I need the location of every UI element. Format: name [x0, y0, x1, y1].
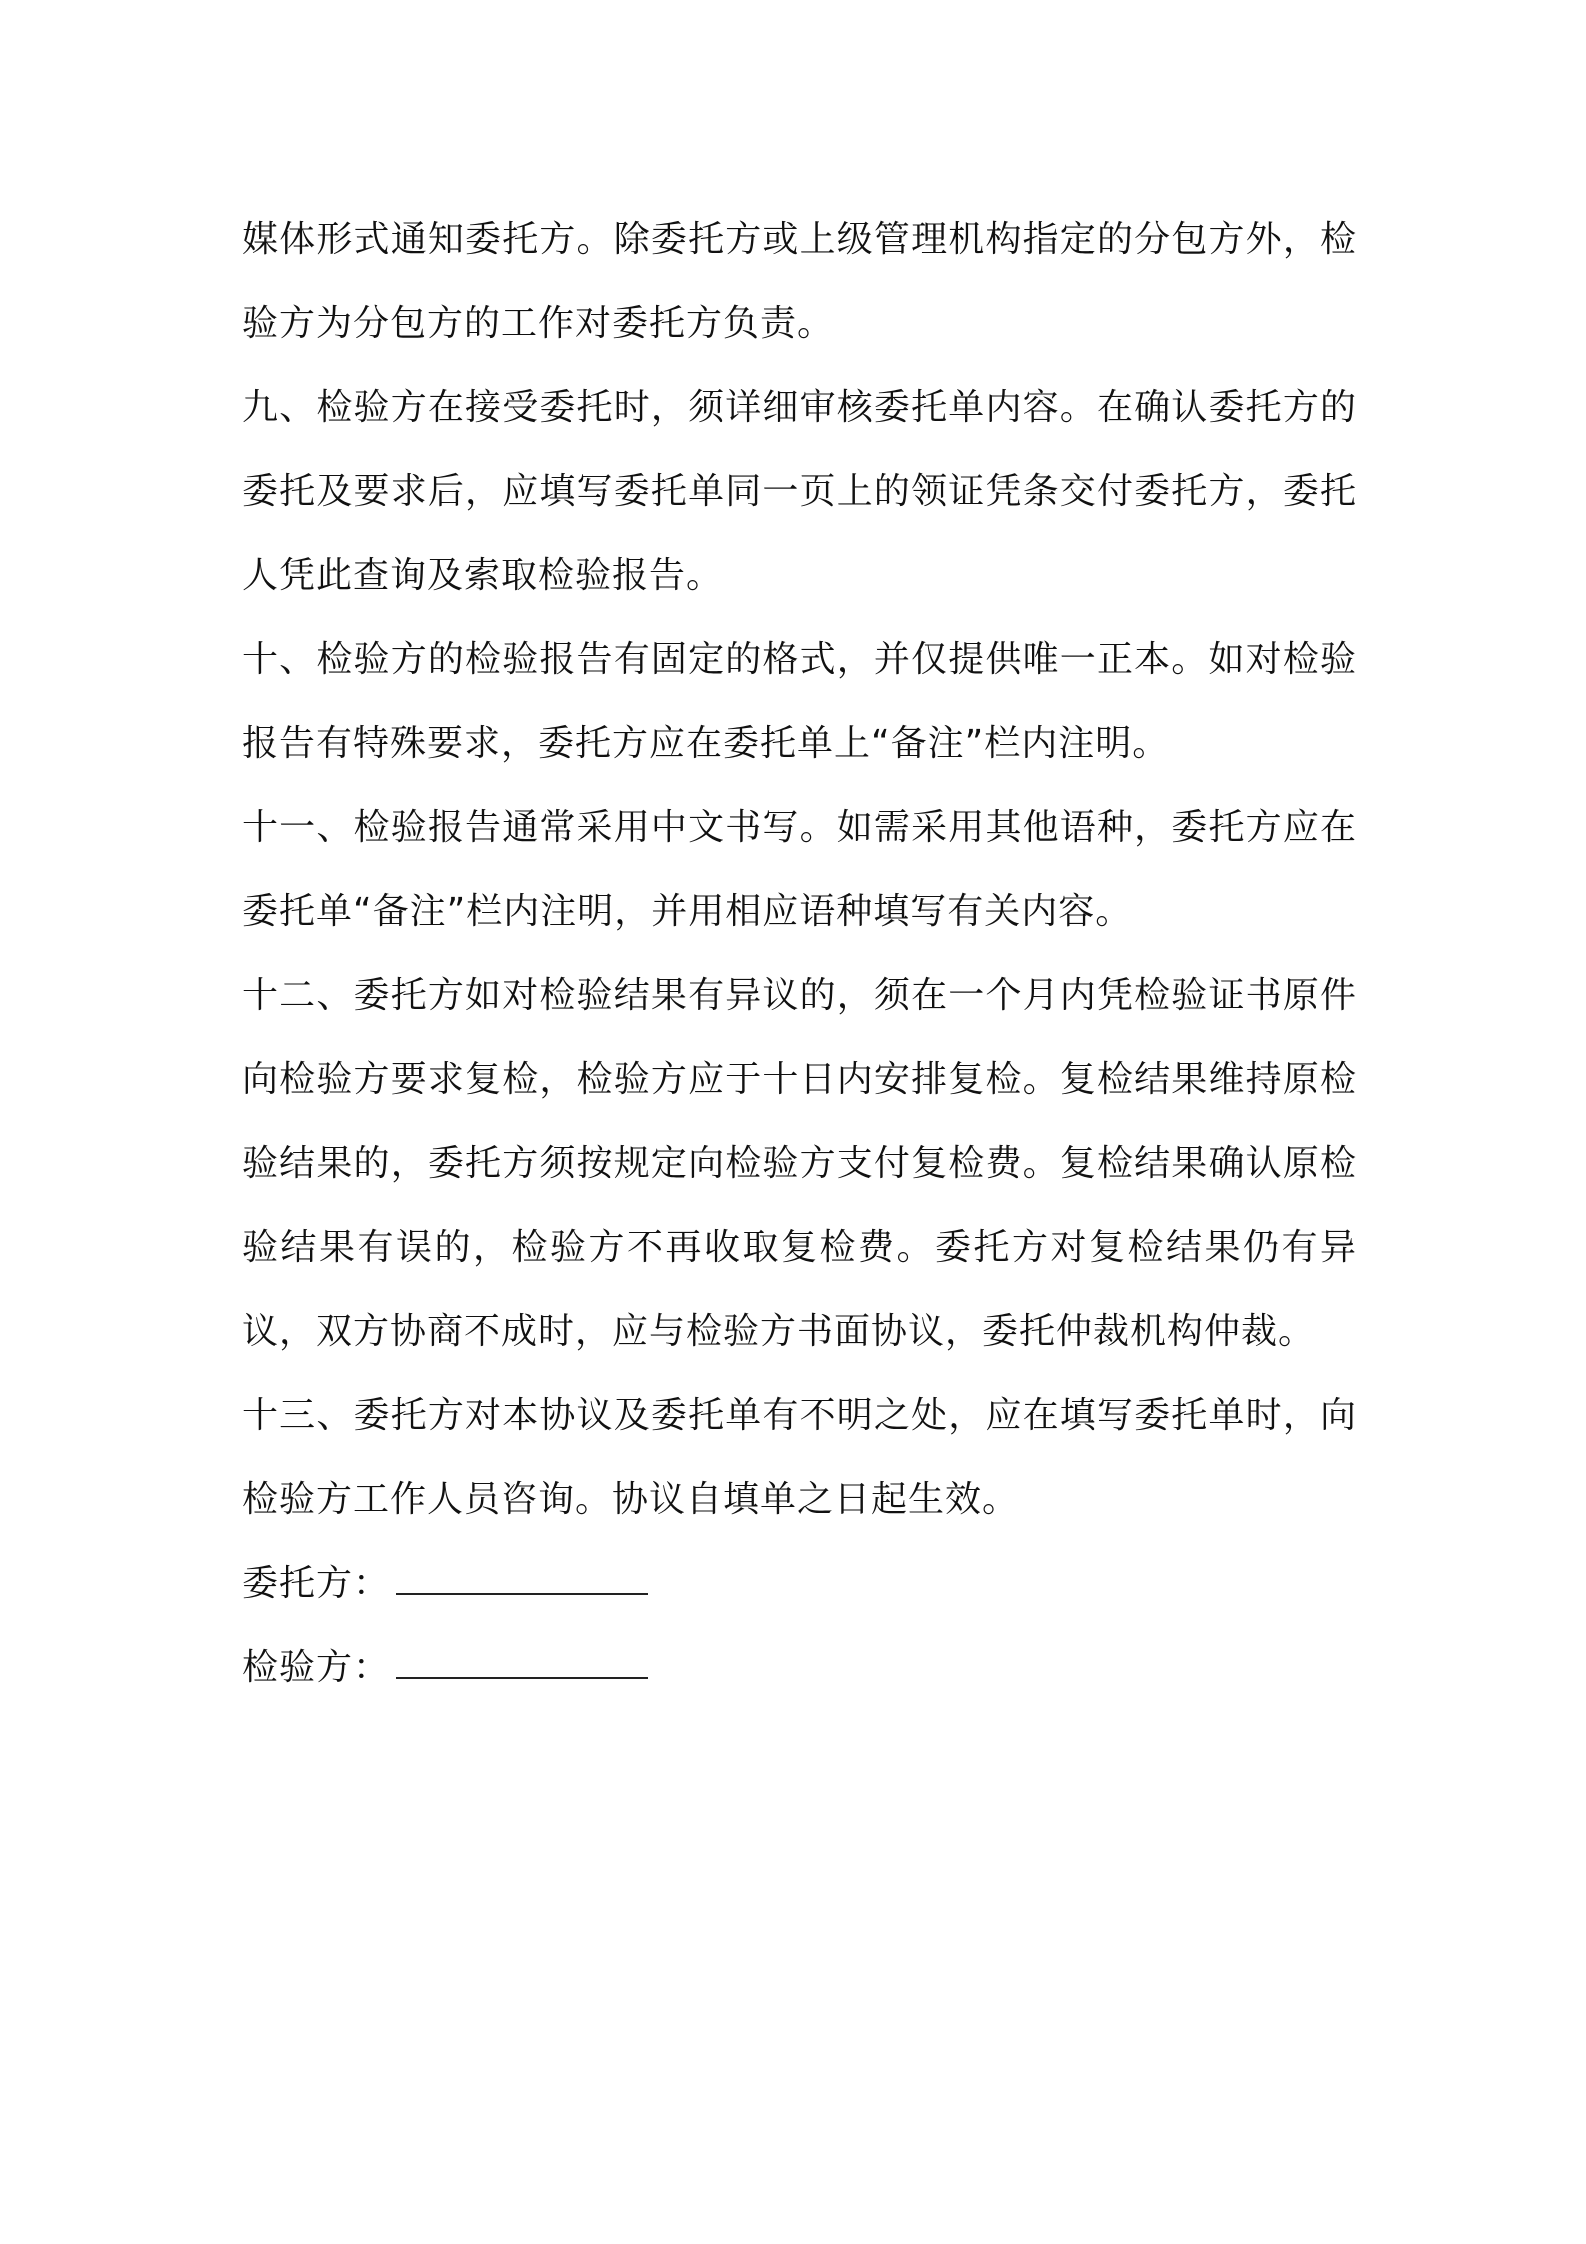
paragraph-clause-10: 十、检验方的检验报告有固定的格式，并仅提供唯一正本。如对检验报告有特殊要求，委托方应在委托单上“备注”栏内注明。 [242, 639, 1357, 764]
client-signature-line [242, 1542, 1357, 1626]
client-signature-blank [396, 1553, 648, 1595]
inspector-signature-blank [396, 1637, 648, 1679]
inspector-signature-label: 检验方： [242, 1647, 391, 1688]
document-body [242, 198, 1357, 1710]
paragraph-subcontract: 媒体形式通知委托方。除委托方或上级管理机构指定的分包方外，检验方为分包方的工作对委托方负责。 [242, 219, 1357, 344]
inspector-signature-line [242, 1626, 1357, 1710]
client-signature-label: 委托方： [242, 1563, 391, 1604]
paragraph-clause-11: 十一、检验报告通常采用中文书写。如需采用其他语种，委托方应在委托单“备注”栏内注明，并用相应语种填写有关内容。 [242, 807, 1357, 932]
paragraph-clause-13: 十三、委托方对本协议及委托单有不明之处，应在填写委托单时，向检验方工作人员咨询。协议自填单之日起生效。 [242, 1395, 1357, 1520]
paragraph-clause-9: 九、检验方在接受委托时，须详细审核委托单内容。在确认委托方的委托及要求后，应填写委托单同一页上的领证凭条交付委托方，委托人凭此查询及索取检验报告。 [242, 387, 1357, 596]
paragraph-clause-12: 十二、委托方如对检验结果有异议的，须在一个月内凭检验证书原件向检验方要求复检，检验方应于十日内安排复检。复检结果维持原检验结果的，委托方须按规定向检验方支付复检费。复检结果确认原检验结果有误的，检验方不再收取复检费。委托方对复检结果仍有异议，双方协商不成时，应与检验方书面协议，委托仲裁机构仲裁。 [242, 975, 1357, 1352]
